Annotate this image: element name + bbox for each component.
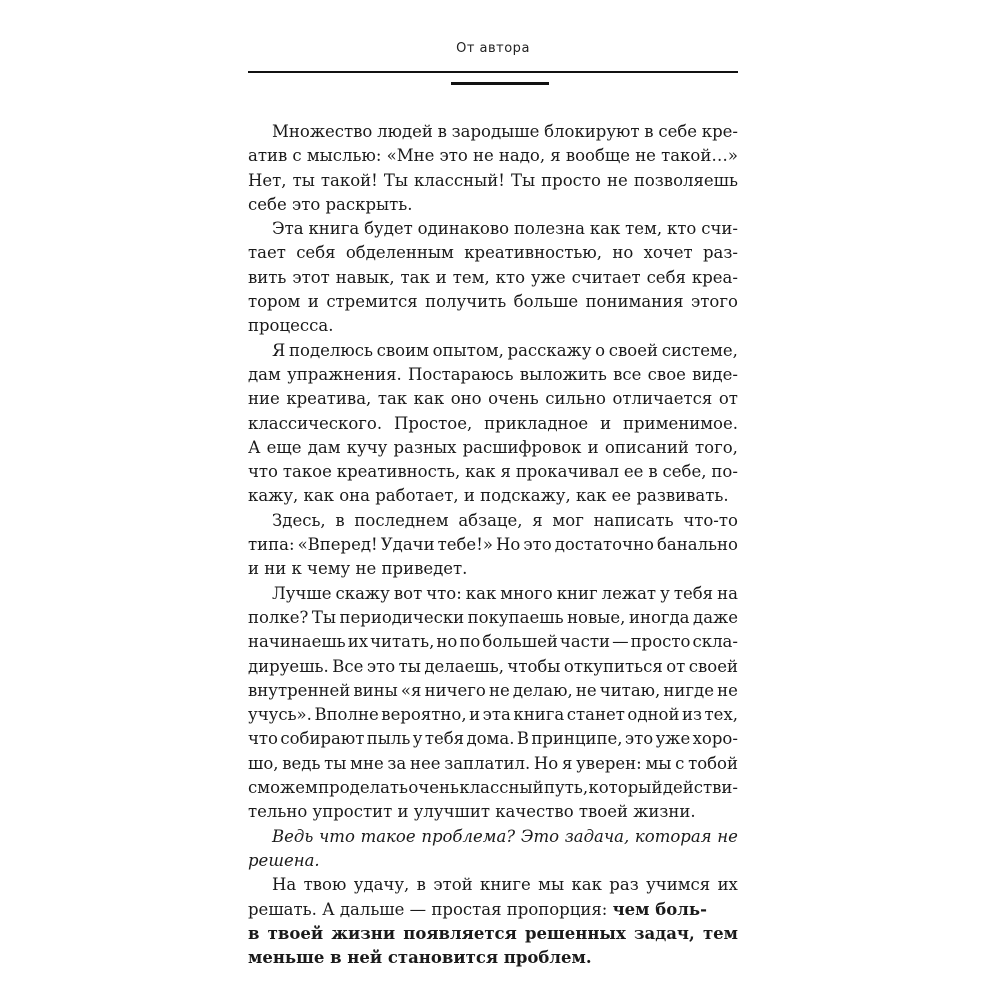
word: внутренней xyxy=(248,680,351,700)
text-line: себе это раскрыть. xyxy=(248,194,413,214)
word: как xyxy=(589,219,621,239)
word: делаю, xyxy=(512,680,573,700)
word: креатива, xyxy=(286,389,372,409)
word: своей xyxy=(688,656,738,676)
word: креативность, xyxy=(336,462,461,482)
word: эта xyxy=(482,705,511,725)
text-line xyxy=(248,606,738,630)
word: пыль xyxy=(366,729,411,749)
word: тебе!» xyxy=(437,535,493,555)
word: полке? xyxy=(248,607,309,627)
text-line xyxy=(248,339,738,363)
word: считает xyxy=(571,267,641,287)
word: тем, xyxy=(452,267,490,287)
paragraph xyxy=(248,873,738,970)
word: этого xyxy=(691,292,738,312)
bold-text-line xyxy=(248,922,738,946)
word: не xyxy=(472,146,494,166)
word: как xyxy=(465,583,497,603)
word: не xyxy=(717,680,738,700)
word: что: xyxy=(426,583,462,603)
word: покупаешь xyxy=(467,607,564,627)
word: ничего xyxy=(424,680,486,700)
word: Ты xyxy=(510,170,536,190)
word: с xyxy=(292,146,302,166)
word: задача, xyxy=(564,826,630,846)
word: Ведь xyxy=(272,826,314,846)
word: В xyxy=(516,729,529,749)
word: которая xyxy=(634,826,712,846)
word: счи- xyxy=(701,219,738,239)
word: свое xyxy=(647,364,686,384)
text-line xyxy=(248,363,738,387)
word: креа- xyxy=(691,267,738,287)
word: иногда xyxy=(628,607,690,627)
text-segment: решать. А дальше — простая пропорция: xyxy=(248,899,613,919)
text-line xyxy=(248,387,738,411)
word: собирают xyxy=(280,729,365,749)
word: блокируют xyxy=(544,122,640,141)
word: вить xyxy=(248,267,287,287)
word: обделенным xyxy=(345,243,454,263)
word: уже xyxy=(655,729,691,749)
word: вот xyxy=(393,583,423,603)
word: себя xyxy=(646,267,686,287)
word: много xyxy=(500,583,553,603)
word: навык, xyxy=(335,267,395,287)
header-rule xyxy=(248,71,738,73)
text-line: процесса. xyxy=(248,316,334,336)
word: у xyxy=(412,729,423,749)
word: абзаце, xyxy=(458,510,523,530)
word: чтобы xyxy=(507,656,561,676)
word: скла- xyxy=(692,632,738,652)
text-line xyxy=(248,169,738,193)
word: классического. xyxy=(248,413,383,433)
word: части xyxy=(559,632,611,652)
word: что xyxy=(248,462,278,482)
word: себе, xyxy=(662,462,707,482)
word: Удачи xyxy=(380,535,435,555)
word: системе, xyxy=(661,340,738,360)
word: уже xyxy=(530,267,566,287)
word: дируешь. xyxy=(248,656,329,676)
word: что xyxy=(248,729,278,749)
word: как xyxy=(571,875,602,895)
paragraph xyxy=(248,509,738,582)
word: и xyxy=(435,267,447,287)
word: книг xyxy=(556,583,598,603)
word: атив xyxy=(248,146,288,166)
word: сильно xyxy=(545,389,606,409)
word: все xyxy=(613,364,642,384)
word: получить xyxy=(425,292,507,312)
word: в xyxy=(416,875,426,895)
word: Здесь, xyxy=(272,510,326,530)
word: нее xyxy=(409,753,441,773)
word: А xyxy=(248,437,261,457)
word: не xyxy=(488,680,510,700)
word: это xyxy=(523,535,552,555)
paragraph xyxy=(248,120,738,217)
word: понимания xyxy=(585,292,684,312)
word: такое xyxy=(282,462,332,482)
word: позволяешь xyxy=(633,170,738,190)
word: ведь xyxy=(282,753,321,773)
word: по- xyxy=(711,462,738,482)
bold-text-line: меньше в ней становится проблем. xyxy=(248,948,592,968)
word: вероятно, xyxy=(381,705,467,725)
word: начинаешь xyxy=(248,632,346,652)
word: книга xyxy=(308,219,360,239)
word: путь, xyxy=(544,778,589,798)
word: от xyxy=(718,389,738,409)
word: — xyxy=(612,632,629,652)
word: ты xyxy=(398,656,421,676)
word: Лучше xyxy=(272,583,332,603)
word: тобой xyxy=(688,753,738,773)
word: Все xyxy=(332,656,364,676)
word: тает xyxy=(248,243,286,263)
word: раз- xyxy=(702,243,738,263)
word: нигде xyxy=(663,680,714,700)
text-line xyxy=(248,436,738,460)
word: Но xyxy=(533,753,559,773)
text-line: тельно упростит и улучшит качество твоей жизни. xyxy=(248,802,696,822)
word: опытом, xyxy=(432,340,504,360)
word: Ты xyxy=(383,170,408,190)
word: удачу, xyxy=(353,875,410,895)
word: учусь». xyxy=(248,705,312,725)
word: тех, xyxy=(704,705,738,725)
word: станет xyxy=(566,705,625,725)
word: кре- xyxy=(701,122,738,141)
word: от xyxy=(666,656,686,676)
word: с xyxy=(675,753,685,773)
word: ние xyxy=(248,389,280,409)
word: Но xyxy=(495,535,521,555)
word: тем xyxy=(702,923,738,943)
word: виде- xyxy=(692,364,738,384)
word: полезна xyxy=(513,219,585,239)
word: за xyxy=(387,753,407,773)
word: расшифровок xyxy=(462,437,582,457)
word: классный xyxy=(459,778,544,798)
text-line xyxy=(248,898,738,922)
word: Эта xyxy=(272,219,304,239)
word: Множество xyxy=(272,122,373,141)
word: применимое. xyxy=(623,413,738,433)
word: такой…» xyxy=(661,146,738,166)
word: проделать xyxy=(318,778,409,798)
text-line xyxy=(248,752,738,776)
word: по xyxy=(459,632,481,652)
text-line xyxy=(248,679,738,703)
word: новые, xyxy=(567,607,626,627)
word: откупиться xyxy=(563,656,663,676)
word: просто xyxy=(541,170,601,190)
word: хоро- xyxy=(692,729,738,749)
word: я xyxy=(550,146,561,166)
word: не xyxy=(635,146,656,166)
word: разных xyxy=(393,437,457,457)
word: не xyxy=(717,826,738,846)
text-line: решена. xyxy=(248,850,320,870)
word: заплатил. xyxy=(444,753,531,773)
running-title: От автора xyxy=(456,41,530,56)
text-line xyxy=(248,509,738,533)
italic-paragraph xyxy=(248,825,738,874)
word: на xyxy=(717,583,738,603)
word: упражнения. xyxy=(287,364,402,384)
word: расскажу xyxy=(507,340,592,360)
paragraph xyxy=(248,582,738,825)
word: ты xyxy=(324,753,347,773)
word: описаний xyxy=(604,437,689,457)
paragraph xyxy=(248,217,738,338)
word: мне xyxy=(350,753,384,773)
word: что-то xyxy=(683,510,738,530)
word: дам xyxy=(248,364,281,384)
text-line xyxy=(248,630,738,654)
word: Простое, xyxy=(394,413,473,433)
word: такой! xyxy=(320,170,378,190)
word: мы xyxy=(538,875,565,895)
word: тебя xyxy=(673,583,714,603)
word: одинаково xyxy=(417,219,510,239)
word: о xyxy=(595,340,606,360)
word: типа: xyxy=(248,535,295,555)
word: креативностью, xyxy=(464,243,602,263)
word: Вполне xyxy=(314,705,379,725)
word: и xyxy=(587,437,599,457)
word: вины xyxy=(353,680,398,700)
word: твоей xyxy=(267,923,324,943)
word: это xyxy=(366,656,396,676)
word: сможем xyxy=(248,778,318,798)
word: их xyxy=(717,875,738,895)
word: принципе, xyxy=(531,729,623,749)
word: мыслью: xyxy=(306,146,382,166)
paragraph xyxy=(248,339,738,509)
word: как xyxy=(465,462,496,482)
word: банально xyxy=(656,535,738,555)
word: и xyxy=(469,705,481,725)
word: в xyxy=(248,923,260,943)
text-line xyxy=(248,290,738,314)
word: читаю, xyxy=(599,680,661,700)
word: книга xyxy=(513,705,565,725)
word: твою xyxy=(303,875,347,895)
word: так xyxy=(377,389,408,409)
bold-text-segment: чем боль- xyxy=(612,899,707,919)
text-line xyxy=(248,460,738,484)
word: написать xyxy=(593,510,674,530)
word: но xyxy=(436,632,458,652)
word: своим xyxy=(376,340,429,360)
word: даже xyxy=(693,607,738,627)
body-text xyxy=(248,120,738,970)
word: действи- xyxy=(662,778,738,798)
word: лежат xyxy=(601,583,657,603)
text-line xyxy=(248,727,738,751)
word: «я xyxy=(400,680,422,700)
word: тем, xyxy=(625,219,663,239)
word: в xyxy=(437,122,447,141)
word: Я xyxy=(272,340,286,360)
text-line: и ни к чему не приведет. xyxy=(248,559,468,579)
word: Нет, xyxy=(248,170,287,190)
word: что xyxy=(319,826,355,846)
word: очень xyxy=(488,389,539,409)
word: кто xyxy=(666,219,697,239)
word: я xyxy=(500,462,511,482)
word: Ты xyxy=(311,607,336,627)
word: ее xyxy=(623,462,644,482)
text-line xyxy=(248,582,738,606)
word: «Вперед! xyxy=(297,535,378,555)
text-line xyxy=(248,144,738,168)
text-line xyxy=(248,703,738,727)
word: решенных xyxy=(525,923,626,943)
text-line xyxy=(248,873,738,897)
word: Это xyxy=(520,826,560,846)
word: еще xyxy=(266,437,302,457)
word: проблема? xyxy=(421,826,516,846)
word: стремится xyxy=(326,292,418,312)
word: последнем xyxy=(354,510,449,530)
word: кто xyxy=(495,267,526,287)
word: появляется xyxy=(403,923,517,943)
header-short-rule xyxy=(451,82,549,85)
word: дам xyxy=(307,437,341,457)
word: такое xyxy=(360,826,416,846)
word: тором xyxy=(248,292,301,312)
word: выложить xyxy=(519,364,607,384)
text-line xyxy=(248,217,738,241)
word: отличается xyxy=(612,389,713,409)
word: это xyxy=(439,146,468,166)
word: просто xyxy=(630,632,691,652)
word: большей xyxy=(482,632,558,652)
word: задач, xyxy=(634,923,695,943)
word: того, xyxy=(695,437,738,457)
word: не xyxy=(575,680,597,700)
word: как xyxy=(413,389,445,409)
word: больше xyxy=(513,292,579,312)
word: у xyxy=(660,583,670,603)
word: дома. xyxy=(466,729,515,749)
text-line xyxy=(248,241,738,265)
word: хочет xyxy=(643,243,693,263)
word: я xyxy=(561,753,573,773)
word: Постараюсь xyxy=(408,364,514,384)
word: шо, xyxy=(248,753,279,773)
word: жизни xyxy=(331,923,396,943)
word: читать, xyxy=(370,632,435,652)
word: я xyxy=(532,510,543,530)
word: делаешь, xyxy=(424,656,504,676)
word: уверен: xyxy=(576,753,642,773)
word: скажу xyxy=(335,583,390,603)
word: мы xyxy=(645,753,672,773)
word: мог xyxy=(552,510,584,530)
word: этот xyxy=(292,267,330,287)
word: себя xyxy=(296,243,336,263)
word: одной xyxy=(627,705,680,725)
word: не xyxy=(607,170,628,190)
word: который xyxy=(588,778,663,798)
word: в xyxy=(335,510,345,530)
text-line xyxy=(248,776,738,800)
text-line xyxy=(248,412,738,436)
word: вообще xyxy=(565,146,631,166)
word: зародыше xyxy=(451,122,540,141)
text-line: кажу, как она работает, и подскажу, как ее развивать. xyxy=(248,486,729,506)
word: в xyxy=(648,462,658,482)
word: кучу xyxy=(346,437,388,457)
word: периодически xyxy=(339,607,465,627)
word: прикладное xyxy=(484,413,589,433)
word: раз xyxy=(609,875,639,895)
word: их xyxy=(347,632,369,652)
word: и xyxy=(307,292,319,312)
word: своей xyxy=(608,340,658,360)
word: будет xyxy=(364,219,413,239)
word: из xyxy=(682,705,702,725)
word: оно xyxy=(450,389,482,409)
word: «Мне xyxy=(386,146,435,166)
text-line xyxy=(248,120,738,144)
text-line xyxy=(248,533,738,557)
word: На xyxy=(272,875,297,895)
word: ты xyxy=(292,170,315,190)
word: книге xyxy=(480,875,531,895)
word: так xyxy=(400,267,430,287)
word: классный! xyxy=(414,170,505,190)
word: себе xyxy=(658,122,698,141)
word: в xyxy=(644,122,654,141)
text-line xyxy=(248,266,738,290)
word: это xyxy=(624,729,654,749)
word: достаточно xyxy=(554,535,654,555)
word: людей xyxy=(377,122,433,141)
word: прокачивал xyxy=(515,462,619,482)
word: но xyxy=(612,243,634,263)
word: этой xyxy=(433,875,473,895)
word: очень xyxy=(408,778,459,798)
word: поделюсь xyxy=(289,340,373,360)
word: надо, xyxy=(498,146,546,166)
text-line xyxy=(248,655,738,679)
word: тебя xyxy=(424,729,465,749)
word: и xyxy=(600,413,612,433)
text-line xyxy=(248,825,738,849)
word: учимся xyxy=(646,875,711,895)
